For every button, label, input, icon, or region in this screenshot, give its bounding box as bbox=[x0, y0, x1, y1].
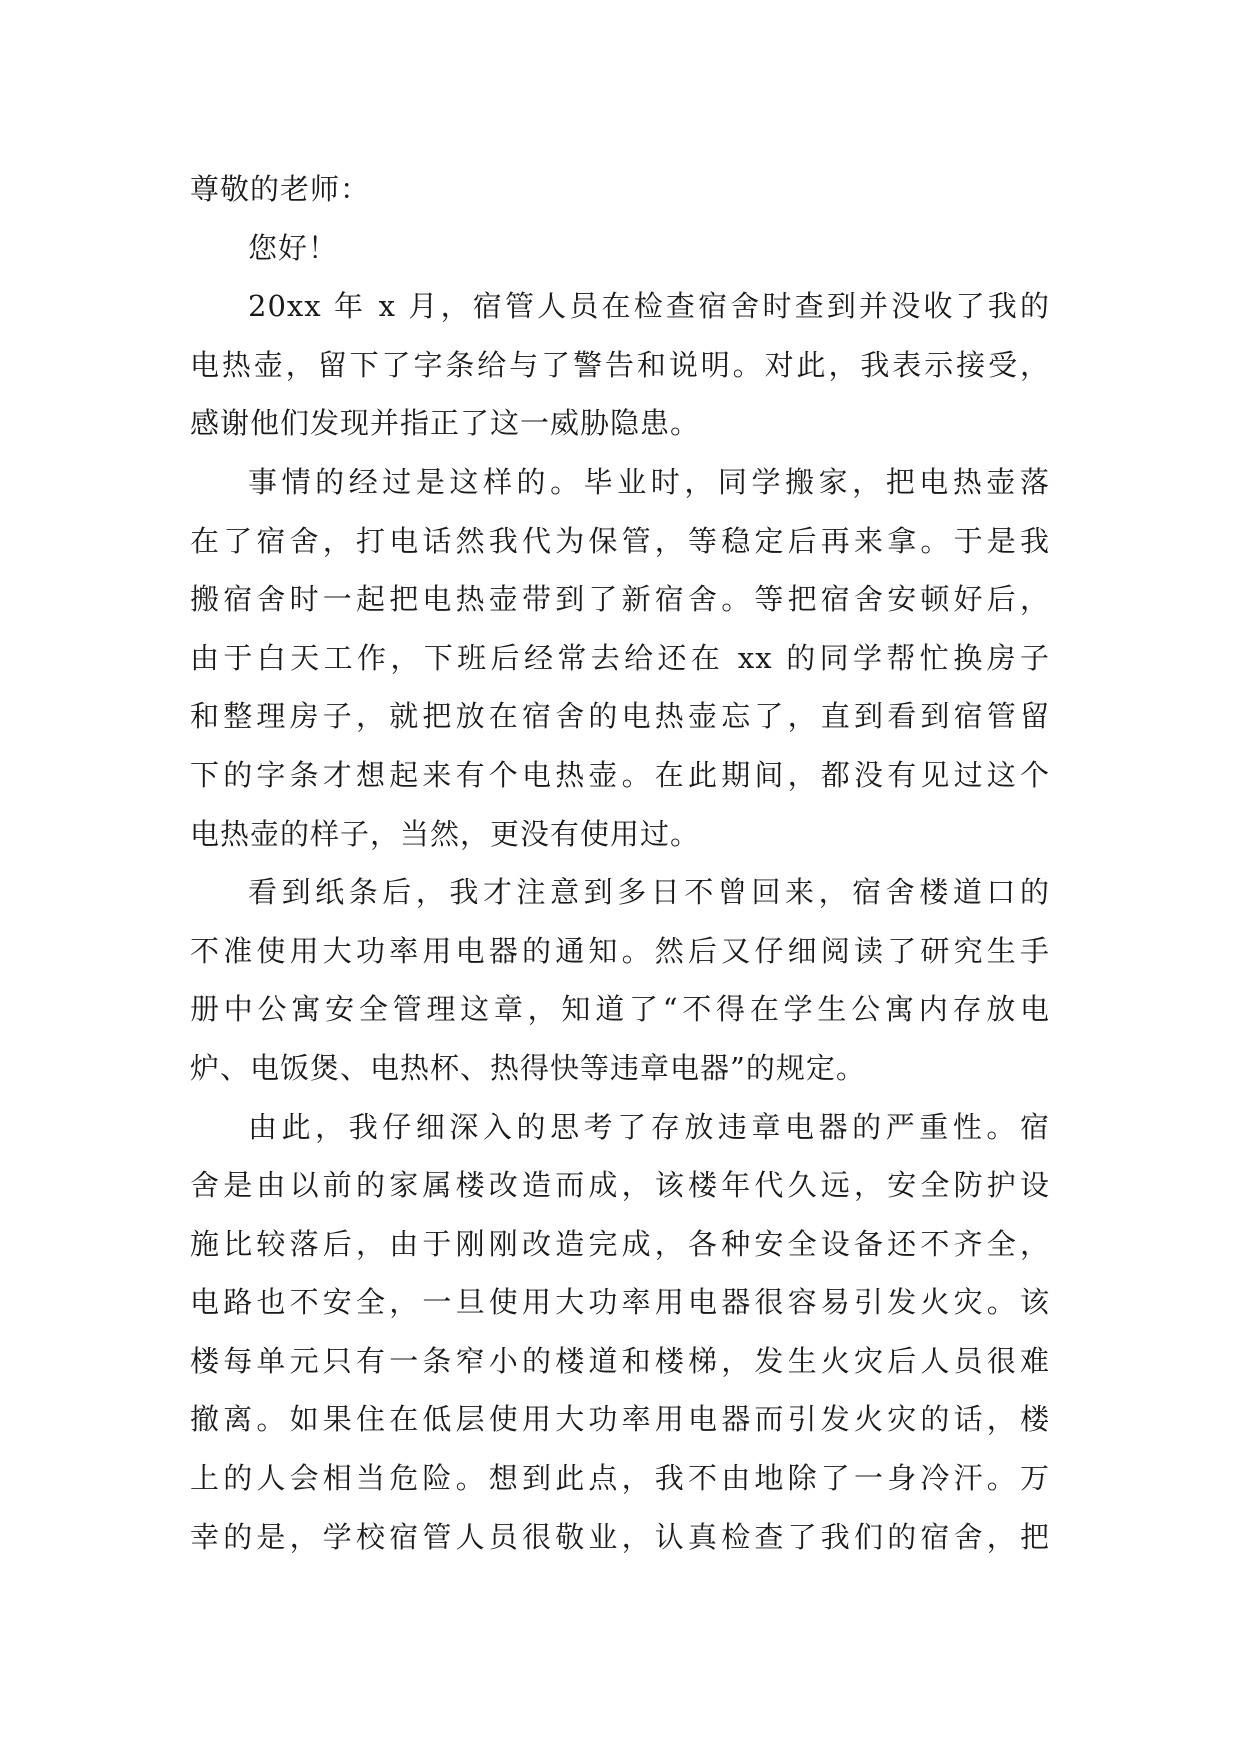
paragraph-line: 不准使用大功率用电器的通知。然后又仔细阅读了研究生手 bbox=[190, 933, 1050, 968]
paragraph-line: 和整理房子，就把放在宿舍的电热壶忘了，直到看到宿管留 bbox=[190, 699, 1050, 734]
paragraph-line: 舍是由以前的家属楼改造而成，该楼年代久远，安全防护设 bbox=[190, 1168, 1050, 1203]
paragraph-line: 幸的是，学校宿管人员很敬业，认真检查了我们的宿舍，把 bbox=[190, 1519, 1050, 1554]
paragraph-line: 搬宿舍时一起把电热壶带到了新宿舍。等把宿舍安顿好后， bbox=[190, 582, 1050, 617]
paragraph-line: 电热壶，留下了字条给与了警告和说明。对此，我表示接受， bbox=[190, 347, 1050, 382]
paragraph-3 bbox=[190, 863, 1050, 1097]
paragraph-line: 上的人会相当危险。想到此点，我不由地除了一身冷汗。万 bbox=[190, 1461, 1050, 1496]
greeting-line: 您好！ bbox=[248, 230, 339, 265]
greeting bbox=[190, 219, 1050, 278]
paragraph-line: 施比较落后，由于刚刚改造完成，各种安全设备还不齐全， bbox=[190, 1226, 1050, 1261]
paragraph-line: 撤离。如果住在低层使用大功率用电器而引发火灾的话，楼 bbox=[190, 1402, 1050, 1437]
paragraph-line: 事情的经过是这样的。毕业时，同学搬家，把电热壶落 bbox=[248, 464, 1050, 499]
paragraph-line: 20xx 年 x 月，宿管人员在检查宿舍时查到并没收了我的 bbox=[248, 289, 1050, 324]
paragraph-line: 由此，我仔细深入的思考了存放违章电器的严重性。宿 bbox=[248, 1109, 1050, 1144]
paragraph-line: 由于白天工作，下班后经常去给还在 xx 的同学帮忙换房子 bbox=[190, 640, 1050, 675]
paragraph-line: 下的字条才想起来有个电热壶。在此期间，都没有见过这个 bbox=[190, 757, 1050, 792]
paragraph-line: 电路也不安全，一旦使用大功率用电器很容易引发火灾。该 bbox=[190, 1285, 1050, 1320]
paragraph-4 bbox=[190, 1098, 1050, 1567]
letter-body bbox=[190, 160, 1050, 1566]
paragraph-line: 炉、电饭煲、电热杯、热得快等违章电器”的规定。 bbox=[190, 1050, 866, 1085]
paragraph-line: 楼每单元只有一条窄小的楼道和楼梯，发生火灾后人员很难 bbox=[190, 1343, 1050, 1378]
paragraph-line: 感谢他们发现并指正了这一威胁隐患。 bbox=[190, 406, 701, 441]
paragraph-line: 电热壶的样子，当然，更没有使用过。 bbox=[190, 816, 701, 851]
paragraph-line: 在了宿舍，打电话然我代为保管，等稳定后再来拿。于是我 bbox=[190, 523, 1050, 558]
paragraph-line: 看到纸条后，我才注意到多日不曾回来，宿舍楼道口的 bbox=[248, 875, 1050, 910]
salutation: 尊敬的老师： bbox=[190, 172, 371, 206]
paragraph-line: 册中公寓安全管理这章，知道了“不得在学生公寓内存放电 bbox=[190, 992, 1050, 1027]
paragraph-1 bbox=[190, 277, 1050, 453]
paragraph-2 bbox=[190, 453, 1050, 863]
